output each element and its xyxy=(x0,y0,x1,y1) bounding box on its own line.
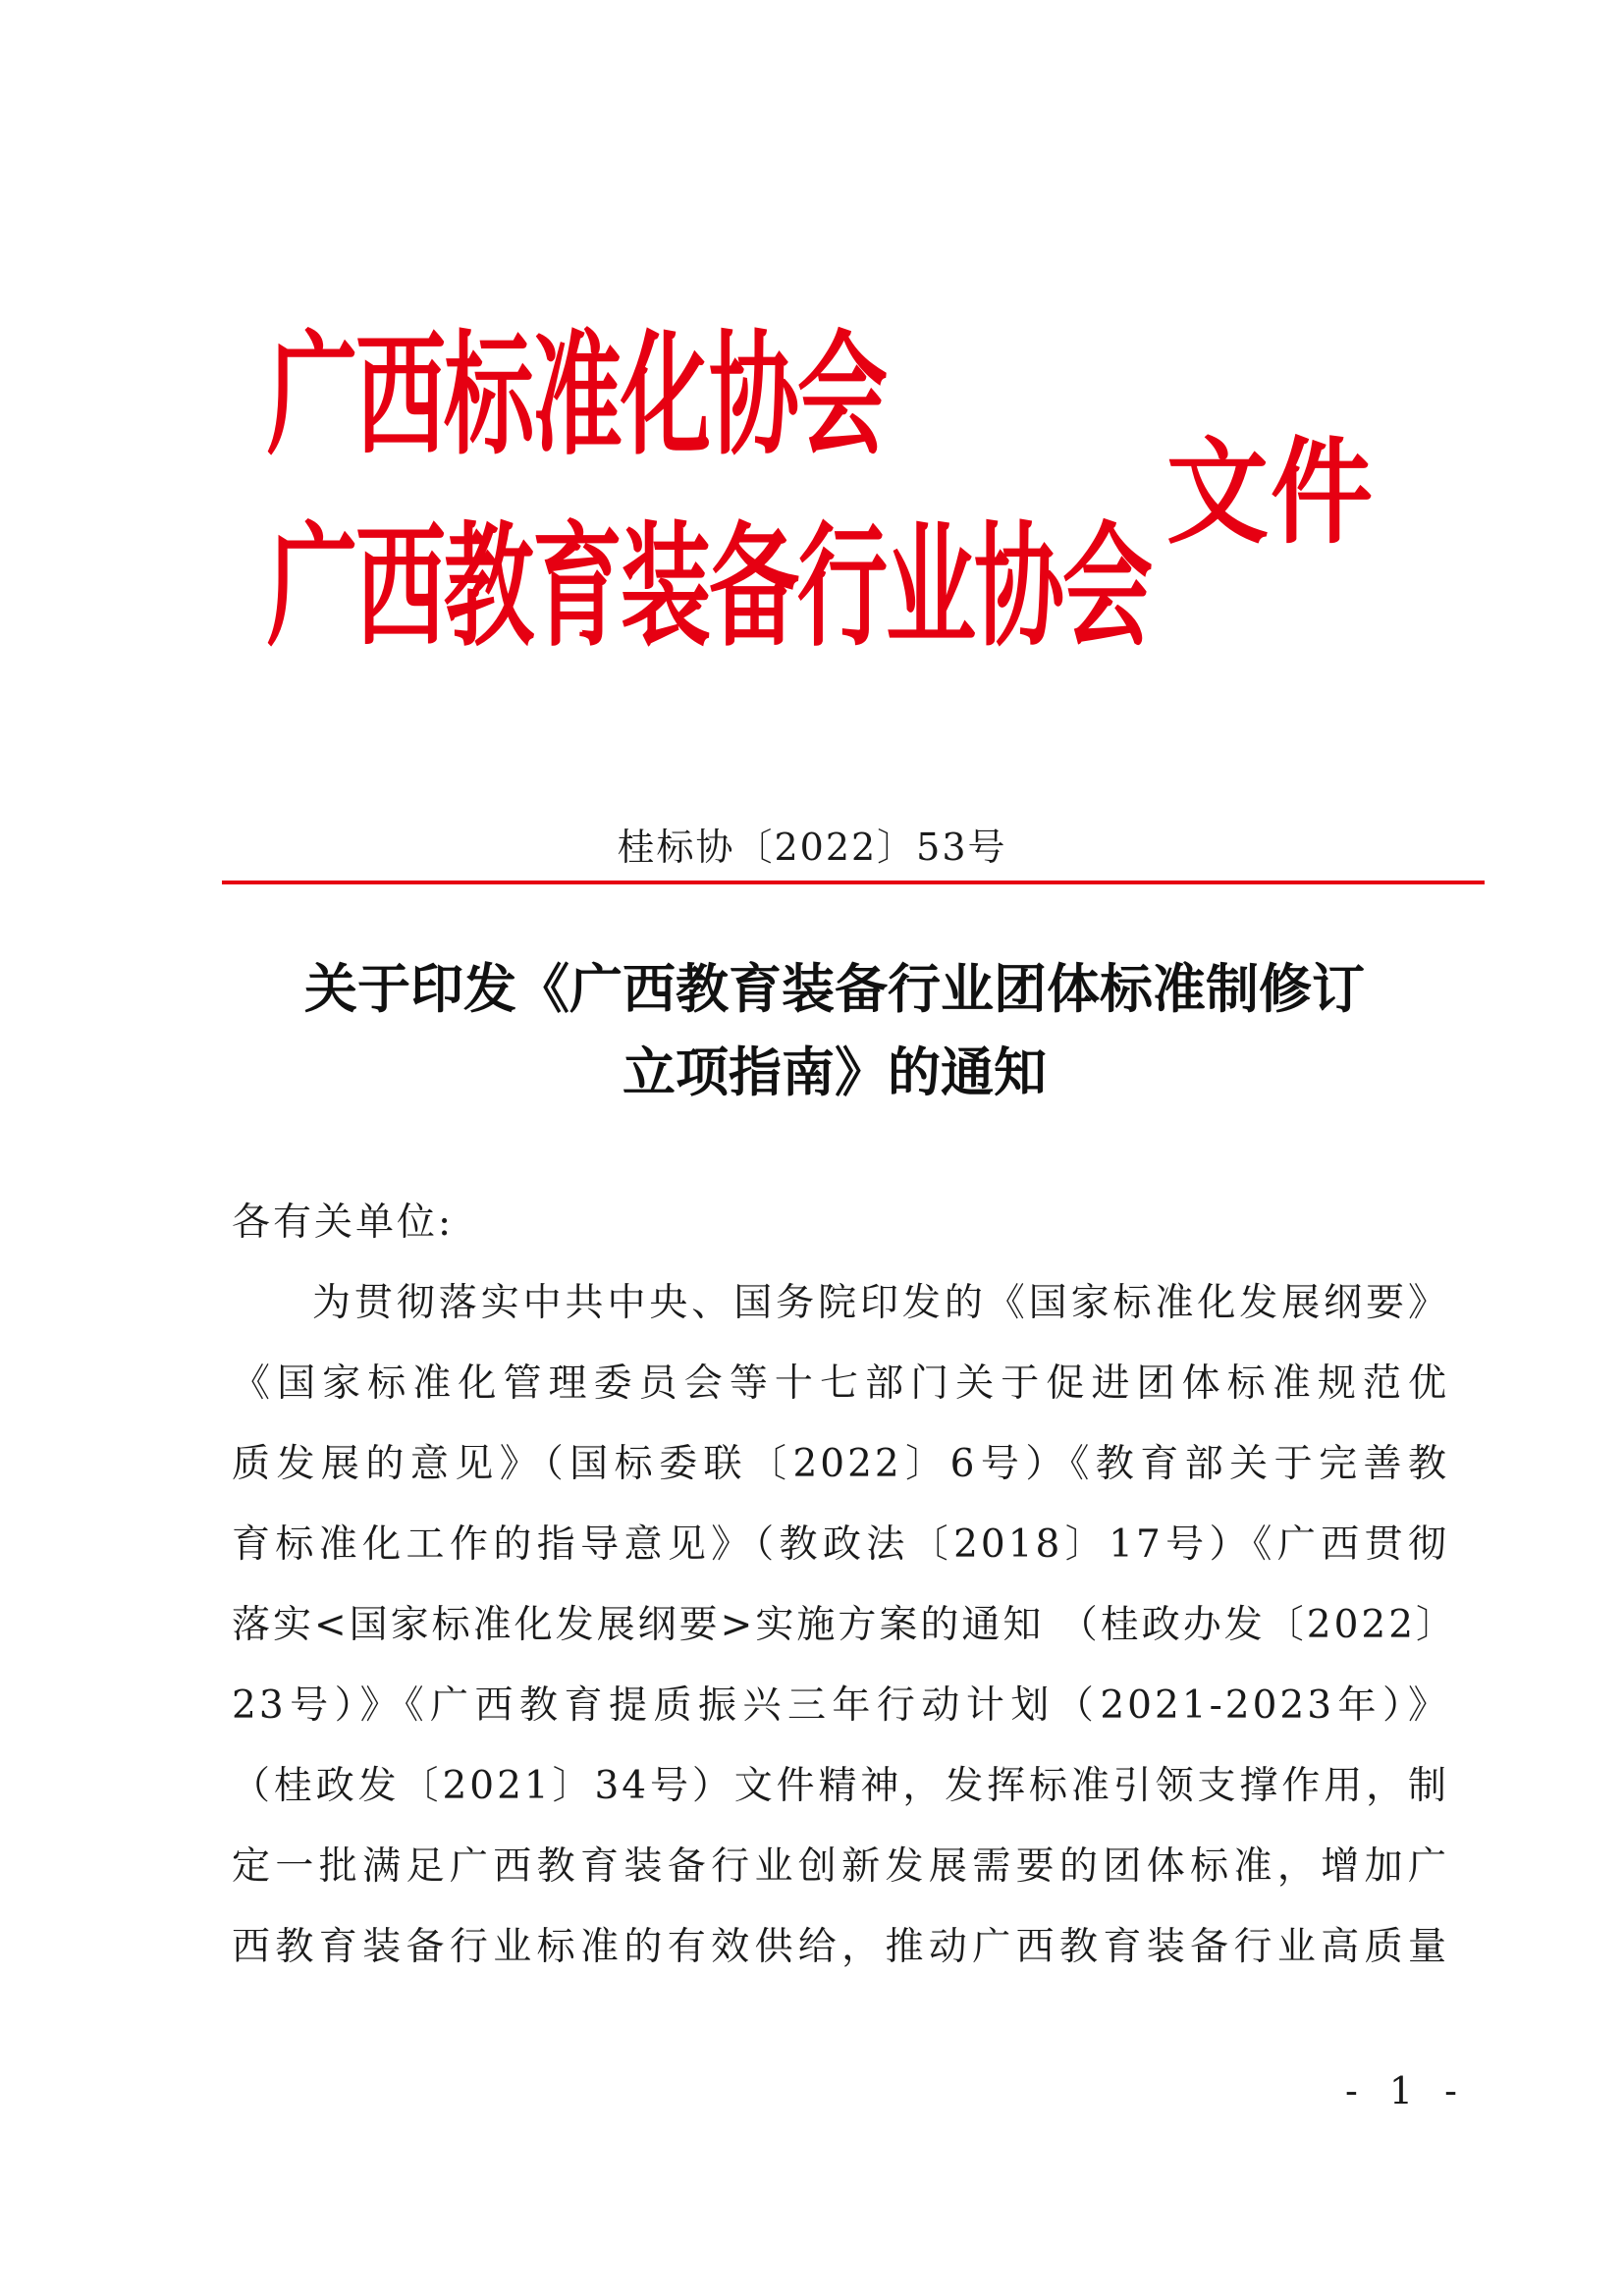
issuer-name-line-2: 广西教育装备行业协会 xyxy=(267,509,1152,666)
document-title xyxy=(226,947,1443,1114)
issuer-name-line-1: 广西标准化协会 xyxy=(267,318,887,474)
body-line: 23号）》《广西教育提质振兴三年行动计划（2021-2023年）》 xyxy=(232,1683,1449,1728)
body-line: 落实<国家标准化发展纲要>实施方案的通知 （桂政办发〔2022〕 xyxy=(232,1603,1458,1647)
body-line: 西教育装备行业标准的有效供给，推动广西教育装备行业高质量 xyxy=(232,1925,1449,1969)
body-line: 《国家标准化管理委员会等十七部门关于促进团体标准规范优 xyxy=(232,1362,1449,1406)
page-number: - 1 - xyxy=(1345,2069,1468,2112)
document-number: 桂标协〔2022〕53号 xyxy=(617,826,1007,869)
body-line: 育标准化工作的指导意见》（教政法〔2018〕17号）《广西贯彻 xyxy=(232,1522,1449,1567)
title-line-1: 关于印发《广西教育装备行业团体标准制修订 xyxy=(304,958,1365,1020)
document-type-label: 文件 xyxy=(1166,425,1376,560)
body-paragraph xyxy=(232,1263,1458,1988)
red-divider xyxy=(222,881,1485,884)
title-line-2: 立项指南》的通知 xyxy=(623,1041,1047,1103)
body-line: （桂政发〔2021〕34号）文件精神，发挥标准引领支撑作用，制 xyxy=(232,1764,1449,1808)
body-line: 为贯彻落实中共中央、国务院印发的《国家标准化发展纲要》 xyxy=(312,1281,1449,1325)
salutation: 各有关单位: xyxy=(232,1201,455,1245)
body-line: 质发展的意见》（国标委联〔2022〕6号）《教育部关于完善教 xyxy=(232,1442,1449,1486)
body-line: 定一批满足广西教育装备行业创新发展需要的团体标准，增加广 xyxy=(232,1844,1449,1889)
